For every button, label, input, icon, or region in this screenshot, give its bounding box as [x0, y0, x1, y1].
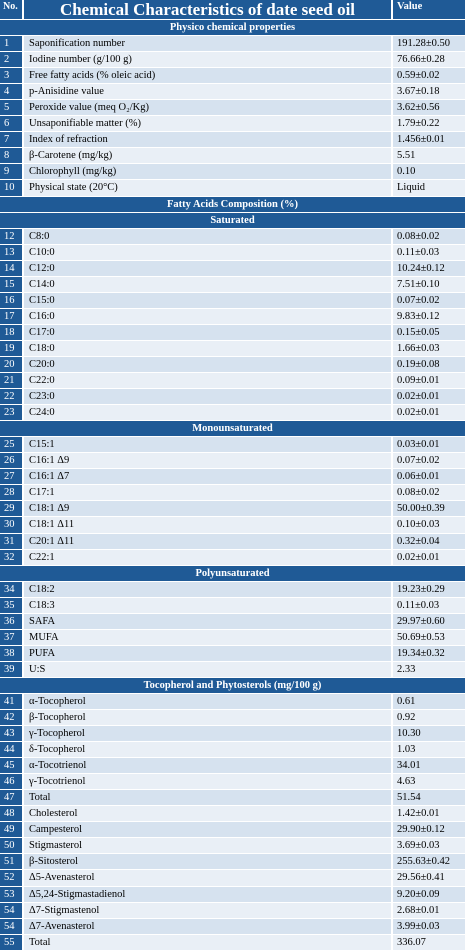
parameter-value: 7.51±0.10	[393, 277, 465, 292]
parameter-value: Liquid	[393, 180, 465, 195]
row-number: 25	[0, 437, 24, 452]
parameter-name: Campesterol	[24, 822, 393, 837]
row-number: 36	[0, 614, 24, 629]
row-number: 21	[0, 373, 24, 388]
parameter-name: Iodine number (g/100 g)	[24, 52, 393, 67]
parameter-name: β-Carotene (mg/kg)	[24, 148, 393, 163]
table-row	[0, 870, 465, 886]
parameter-name: C18:3	[24, 598, 393, 613]
section-header	[0, 197, 465, 213]
row-number: 44	[0, 742, 24, 757]
parameter-value: 51.54	[393, 790, 465, 805]
row-number: 2	[0, 52, 24, 67]
parameter-value: 10.30	[393, 726, 465, 741]
table-row	[0, 293, 465, 309]
row-number: 20	[0, 357, 24, 372]
table-row	[0, 517, 465, 533]
table-row	[0, 838, 465, 854]
parameter-name: C22:1	[24, 550, 393, 565]
parameter-name: Index of refraction	[24, 132, 393, 147]
section-header	[0, 678, 465, 694]
parameter-name: Δ5,24-Stigmastadienol	[24, 887, 393, 902]
parameter-name: Saponification number	[24, 36, 393, 51]
table-row	[0, 710, 465, 726]
parameter-value: 0.06±0.01	[393, 469, 465, 484]
parameter-value: 3.67±0.18	[393, 84, 465, 99]
parameter-name: Peroxide value (meq O₂/Kg)	[24, 100, 393, 115]
table-row	[0, 887, 465, 903]
row-number: 37	[0, 630, 24, 645]
table-row	[0, 341, 465, 357]
table-row	[0, 774, 465, 790]
parameter-name: p-Anisidine value	[24, 84, 393, 99]
parameter-name: C20:1 Δ11	[24, 534, 393, 549]
row-number: 52	[0, 870, 24, 885]
table-row	[0, 68, 465, 84]
parameter-value: 1.79±0.22	[393, 116, 465, 131]
row-number: 35	[0, 598, 24, 613]
table-row	[0, 100, 465, 116]
table-row	[0, 453, 465, 469]
parameter-value: 0.10	[393, 164, 465, 179]
parameter-value: 2.68±0.01	[393, 903, 465, 918]
row-number: 34	[0, 582, 24, 597]
table-row	[0, 148, 465, 164]
parameter-value: 0.11±0.03	[393, 245, 465, 260]
section-header	[0, 20, 465, 36]
row-number: 1	[0, 36, 24, 51]
row-number: 26	[0, 453, 24, 468]
table-row	[0, 485, 465, 501]
parameter-name: Total	[24, 790, 393, 805]
parameter-name: β-Sitosterol	[24, 854, 393, 869]
parameter-value: 0.02±0.01	[393, 389, 465, 404]
parameter-name: δ-Tocopherol	[24, 742, 393, 757]
parameter-value: 29.56±0.41	[393, 870, 465, 885]
parameter-value: 255.63±0.42	[393, 854, 465, 869]
parameter-name: Δ5-Avenasterol	[24, 870, 393, 885]
parameter-value: 0.15±0.05	[393, 325, 465, 340]
parameter-value: 0.32±0.04	[393, 534, 465, 549]
parameter-value: 29.97±0.60	[393, 614, 465, 629]
table-row	[0, 758, 465, 774]
parameter-name: C22:0	[24, 373, 393, 388]
parameter-name: Δ7-Avenasterol	[24, 919, 393, 934]
parameter-value: 1.456±0.01	[393, 132, 465, 147]
table-row	[0, 84, 465, 100]
parameter-name: C8:0	[24, 229, 393, 244]
table-row	[0, 790, 465, 806]
table-row	[0, 694, 465, 710]
table-header	[0, 0, 465, 20]
row-number: 49	[0, 822, 24, 837]
parameter-name: β-Tocopherol	[24, 710, 393, 725]
parameter-name: C16:0	[24, 309, 393, 324]
parameter-name: γ-Tocopherol	[24, 726, 393, 741]
parameter-value: 76.66±0.28	[393, 52, 465, 67]
row-number: 54	[0, 903, 24, 918]
table-row	[0, 277, 465, 293]
table-row	[0, 261, 465, 277]
table-row	[0, 132, 465, 148]
parameter-value: 0.02±0.01	[393, 405, 465, 420]
row-number: 27	[0, 469, 24, 484]
table-row	[0, 630, 465, 646]
table-row	[0, 822, 465, 838]
table-body	[0, 20, 465, 951]
parameter-name: Free fatty acids (% oleic acid)	[24, 68, 393, 83]
table-row	[0, 501, 465, 517]
row-number: 41	[0, 694, 24, 709]
table-row	[0, 389, 465, 405]
parameter-name: γ-Tocotrienol	[24, 774, 393, 789]
section-title: Fatty Acids Composition (%)	[167, 198, 298, 210]
row-number: 32	[0, 550, 24, 565]
row-number: 6	[0, 116, 24, 131]
row-number: 15	[0, 277, 24, 292]
parameter-name: C16:1 Δ7	[24, 469, 393, 484]
parameter-name: C15:1	[24, 437, 393, 452]
parameter-value: 3.69±0.03	[393, 838, 465, 853]
parameter-value: 9.20±0.09	[393, 887, 465, 902]
row-number: 22	[0, 389, 24, 404]
parameter-value: 0.08±0.02	[393, 229, 465, 244]
parameter-value: 0.11±0.03	[393, 598, 465, 613]
table-row	[0, 357, 465, 373]
row-number: 30	[0, 517, 24, 532]
table-row	[0, 935, 465, 951]
parameter-name: PUFA	[24, 646, 393, 661]
table-row	[0, 309, 465, 325]
parameter-value: 19.34±0.32	[393, 646, 465, 661]
table-row	[0, 614, 465, 630]
parameter-value: 0.07±0.02	[393, 453, 465, 468]
parameter-value: 3.62±0.56	[393, 100, 465, 115]
parameter-value: 1.66±0.03	[393, 341, 465, 356]
section-title: Tocopherol and Phytosterols (mg/100 g)	[143, 679, 322, 691]
parameter-name: Δ7-Stigmastenol	[24, 903, 393, 918]
row-number: 29	[0, 501, 24, 516]
parameter-value: 4.63	[393, 774, 465, 789]
row-number: 17	[0, 309, 24, 324]
table-row	[0, 245, 465, 261]
parameter-name: C20:0	[24, 357, 393, 372]
parameter-name: Stigmasterol	[24, 838, 393, 853]
row-number: 39	[0, 662, 24, 677]
row-number: 13	[0, 245, 24, 260]
parameter-value: 9.83±0.12	[393, 309, 465, 324]
parameter-name: SAFA	[24, 614, 393, 629]
table-row	[0, 903, 465, 919]
row-number: 9	[0, 164, 24, 179]
section-header	[0, 213, 465, 229]
table-row	[0, 598, 465, 614]
row-number: 12	[0, 229, 24, 244]
parameter-value: 29.90±0.12	[393, 822, 465, 837]
parameter-value: 0.92	[393, 710, 465, 725]
parameter-value: 0.08±0.02	[393, 485, 465, 500]
parameter-value: 50.69±0.53	[393, 630, 465, 645]
table-row	[0, 550, 465, 566]
parameter-value: 1.03	[393, 742, 465, 757]
row-number: 45	[0, 758, 24, 773]
table-row	[0, 164, 465, 180]
row-number: 54	[0, 919, 24, 934]
row-number: 42	[0, 710, 24, 725]
parameter-name: Cholesterol	[24, 806, 393, 821]
parameter-name: α-Tocotrienol	[24, 758, 393, 773]
parameter-value: 0.10±0.03	[393, 517, 465, 532]
parameter-name: α-Tocopherol	[24, 694, 393, 709]
parameter-value: 19.23±0.29	[393, 582, 465, 597]
table-row	[0, 726, 465, 742]
row-number: 18	[0, 325, 24, 340]
parameter-name: C18:0	[24, 341, 393, 356]
table-row	[0, 229, 465, 245]
table-row	[0, 742, 465, 758]
row-number: 38	[0, 646, 24, 661]
parameter-name: C18:1 Δ9	[24, 501, 393, 516]
parameter-value: 3.99±0.03	[393, 919, 465, 934]
parameter-name: C17:0	[24, 325, 393, 340]
parameter-value: 0.61	[393, 694, 465, 709]
row-number: 23	[0, 405, 24, 420]
parameter-value: 50.00±0.39	[393, 501, 465, 516]
parameter-name: C17:1	[24, 485, 393, 500]
row-number: 55	[0, 935, 24, 950]
table-row	[0, 662, 465, 678]
table-row	[0, 919, 465, 935]
row-number: 16	[0, 293, 24, 308]
row-number: 50	[0, 838, 24, 853]
parameter-name: C23:0	[24, 389, 393, 404]
section-title: Saturated	[210, 214, 255, 226]
header-value: Value	[393, 0, 465, 19]
parameter-name: C15:0	[24, 293, 393, 308]
row-number: 31	[0, 534, 24, 549]
parameter-value: 0.19±0.08	[393, 357, 465, 372]
row-number: 48	[0, 806, 24, 821]
parameter-name: C10:0	[24, 245, 393, 260]
parameter-name: C14:0	[24, 277, 393, 292]
parameter-name: MUFA	[24, 630, 393, 645]
table-row	[0, 534, 465, 550]
parameter-value: 0.09±0.01	[393, 373, 465, 388]
table-row	[0, 373, 465, 389]
row-number: 47	[0, 790, 24, 805]
parameter-name: U:S	[24, 662, 393, 677]
parameter-name: Unsaponifiable matter (%)	[24, 116, 393, 131]
parameter-name: C18:2	[24, 582, 393, 597]
parameter-name: C16:1 Δ9	[24, 453, 393, 468]
table-row	[0, 116, 465, 132]
parameter-name: C24:0	[24, 405, 393, 420]
row-number: 4	[0, 84, 24, 99]
parameter-value: 0.07±0.02	[393, 293, 465, 308]
table-row	[0, 806, 465, 822]
parameter-value: 0.02±0.01	[393, 550, 465, 565]
parameter-value: 34.01	[393, 758, 465, 773]
parameter-name: Total	[24, 935, 393, 950]
parameter-name: Chlorophyll (mg/kg)	[24, 164, 393, 179]
section-title: Monounsaturated	[192, 423, 273, 435]
row-number: 14	[0, 261, 24, 276]
table-row	[0, 52, 465, 68]
table-row	[0, 180, 465, 196]
parameter-value: 0.59±0.02	[393, 68, 465, 83]
section-header	[0, 421, 465, 437]
row-number: 46	[0, 774, 24, 789]
table-row	[0, 582, 465, 598]
row-number: 53	[0, 887, 24, 902]
parameter-name: Physical state (20°C)	[24, 180, 393, 195]
parameter-value: 1.42±0.01	[393, 806, 465, 821]
section-title: Polyunsaturated	[195, 567, 270, 579]
parameter-value: 5.51	[393, 148, 465, 163]
row-number: 19	[0, 341, 24, 356]
table-row	[0, 437, 465, 453]
row-number: 51	[0, 854, 24, 869]
row-number: 28	[0, 485, 24, 500]
row-number: 43	[0, 726, 24, 741]
table-row	[0, 325, 465, 341]
section-header	[0, 566, 465, 582]
table-title: Chemical Characteristics of date seed oil	[24, 0, 393, 19]
parameter-value: 10.24±0.12	[393, 261, 465, 276]
table-row	[0, 405, 465, 421]
row-number: 10	[0, 180, 24, 195]
table-row	[0, 36, 465, 52]
parameter-value: 0.03±0.01	[393, 437, 465, 452]
parameter-name: C12:0	[24, 261, 393, 276]
row-number: 7	[0, 132, 24, 147]
table-row	[0, 854, 465, 870]
section-title: Physico chemical properties	[169, 22, 296, 33]
header-no: No.	[0, 0, 24, 19]
row-number: 3	[0, 68, 24, 83]
table-row	[0, 469, 465, 485]
table-row	[0, 646, 465, 662]
parameter-value: 2.33	[393, 662, 465, 677]
parameter-value: 336.07	[393, 935, 465, 950]
row-number: 8	[0, 148, 24, 163]
row-number: 5	[0, 100, 24, 115]
parameter-name: C18:1 Δ11	[24, 517, 393, 532]
parameter-value: 191.28±0.50	[393, 36, 465, 51]
